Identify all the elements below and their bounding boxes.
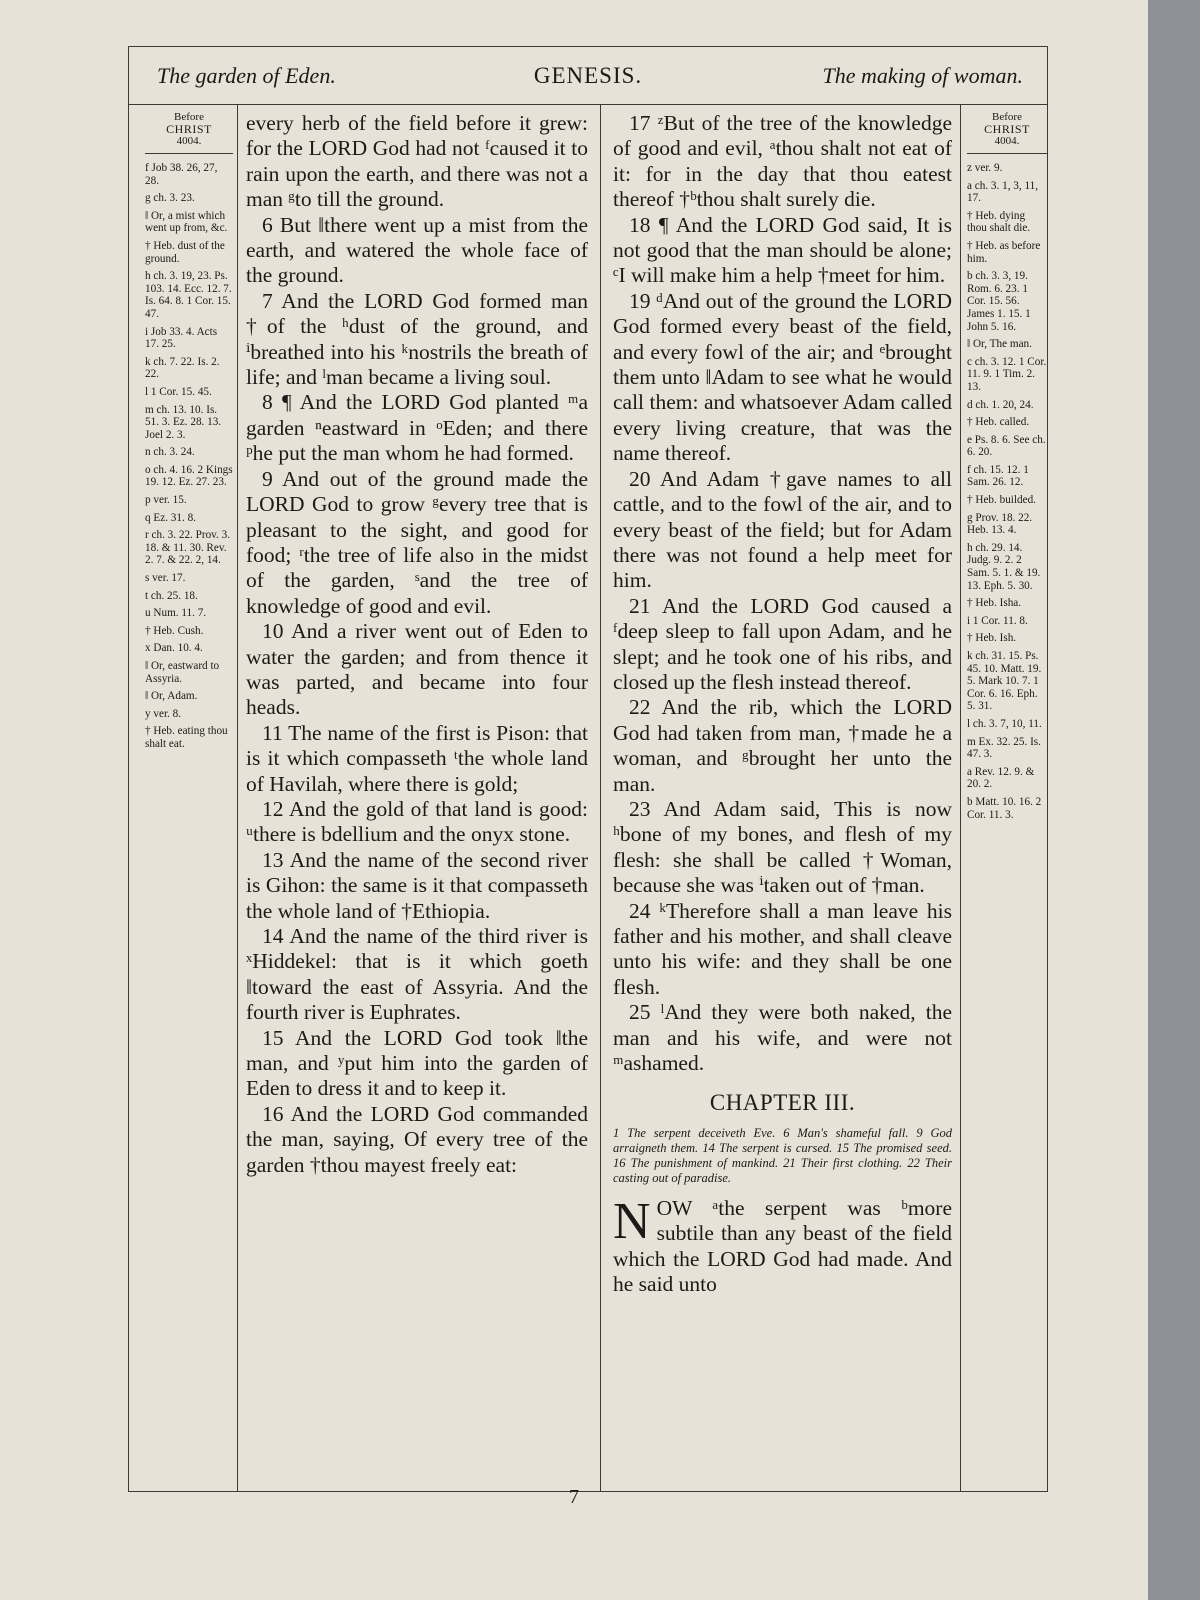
margin-note-list [145,162,233,751]
header-right: The making of woman. [822,63,1023,88]
margin-note: f ch. 15. 12. 1 Sam. 26. 12. [967,463,1029,489]
margin-note: b Matt. 10. 16. 2 Cor. 11. 3. [967,795,1042,821]
margin-note: † Heb. as before him. [967,239,1041,265]
margin-note: i 1 Cor. 11. 8. [967,614,1028,627]
date-box-right [967,111,1047,154]
page-number: 7 [569,1486,579,1508]
christ-label: CHRIST [984,122,1030,136]
margin-note: † Heb. Cush. [145,624,204,637]
book-title: GENESIS. [533,63,643,88]
left-margin-notes [129,105,237,1491]
margin-note: d ch. 1. 20, 24. [967,398,1034,411]
year-label: 4004. [176,135,202,147]
margin-note: a ch. 3. 1, 3, 11, 17. [967,179,1039,205]
opening-text: OW ᵃthe serpent was ᵇmore subtile than any beast of the field which the LORD God had made. And he said unto [613,1195,952,1297]
drop-cap: N [613,1192,651,1250]
margin-note: † Heb. called. [967,416,1030,429]
verse: 11 The name of the first is Pison: that is it which compasseth ᵗthe whole land of Havilah, where there is gold; [246,720,588,796]
margin-note: a Rev. 12. 9. & 20. 2. [967,765,1035,791]
verse: 19 ᵈAnd out of the ground the LORD God formed every beast of the field, and every fowl of the air; and ᵉbrought them unto ‖Adam to see what he would call them: and whatsoever Adam called every living creature, that was the name thereof. [613,288,952,466]
verse: 15 And the LORD God took ‖the man, and ʸput him into the garden of Eden to dress it and to keep it. [246,1025,588,1101]
margin-note: q Ez. 31. 8. [145,511,196,524]
margin-note: h ch. 29. 14. Judg. 9. 2. 2 Sam. 5. 1. & 19. 13. Eph. 5. 30. [967,541,1041,592]
margin-note: n ch. 3. 24. [145,446,195,459]
verse: 6 But ‖there went up a mist from the earth, and watered the whole face of the ground. [246,212,588,288]
margin-note: k ch. 31. 15. Ps. 45. 10. Matt. 19. 5. Mark 10. 7. 1 Cor. 6. 16. Eph. 5. 31. [967,650,1042,713]
margin-note: k ch. 7. 22. Is. 2. 22. [145,355,220,381]
margin-note: t ch. 25. 18. [145,589,198,602]
text-column-left [237,105,600,1491]
right-margin-notes [960,105,1049,1491]
chapter-summary: 1 The serpent deceiveth Eve. 6 Man's shameful fall. 9 God arraigneth them. 14 The serpent is cursed. 15 The promised seed. 16 The punishment of mankind. 21 Their first clothing. 22 Their casting out of paradise. [613,1125,952,1185]
verse: 25 ˡAnd they were both naked, the man and his wife, and were not ᵐashamed. [613,1000,952,1076]
margin-note: m ch. 13. 10. Is. 51. 3. Ez. 28. 13. Joel 2. 3. [145,403,222,441]
verse: 9 And out of the ground made the LORD God to grow ᵍevery tree that is pleasant to the sight, and good for food; ʳthe tree of life also in the midst of the garden, ˢand the tree of knowledge of good and evil. [246,466,588,618]
margin-note: † Heb. builded. [967,494,1036,507]
margin-note: p ver. 15. [145,494,187,507]
margin-note: z ver. 9. [967,162,1003,174]
page-frame [128,46,1048,1492]
year-label: 4004. [994,135,1020,147]
margin-note: g Prov. 18. 22. Heb. 13. 4. [967,511,1033,537]
verse: 14 And the name of the third river is ˣHiddekel: that is it which goeth ‖toward the east of Assyria. And the fourth river is Euphrates. [246,924,588,1025]
verse: every herb of the field before it grew: for the LORD God had not ᶠcaused it to rain upon the earth, and there was not a man ᵍto till the ground. [246,111,588,212]
christ-label: CHRIST [166,122,212,136]
verse: 10 And a river went out of Eden to water the garden; and from thence it was parted, and became into four heads. [246,619,588,720]
verse: 16 And the LORD God commanded the man, saying, Of every tree of the garden †thou mayest freely eat: [246,1101,588,1177]
margin-note: ‖ Or, a mist which went up from, &c. [145,209,228,235]
verse: 20 And Adam †gave names to all cattle, and to the fowl of the air, and to every beast of the field; but for Adam there was not found a help meet for him. [613,466,952,593]
margin-note: l ch. 3. 7, 10, 11. [967,717,1042,730]
margin-note: u Num. 11. 7. [145,607,207,620]
running-header [129,47,1047,105]
verse: 23 And Adam said, This is now ʰbone of my bones, and flesh of my flesh: she shall be called †Woman, because she was ⁱtaken out of †man. [613,796,952,898]
verse: 8 ¶ And the LORD God planted ᵐa garden ⁿeastward in ᵒEden; and there ᵖhe put the man whom he had formed. [246,390,588,466]
verse: 13 And the name of the second river is Gihon: the same is it that compasseth the whole land of †Ethiopia. [246,847,588,923]
margin-note-list [967,162,1047,821]
margin-note: h ch. 3. 19, 23. Ps. 103. 14. Ecc. 12. 7. Is. 64. 8. 1 Cor. 15. 47. [145,270,232,320]
header-left: The garden of Eden. [157,63,336,88]
verse: 17 ᶻBut of the tree of the knowledge of good and evil, ᵃthou shalt not eat of it: for in the day that thou eatest thereof †ᵇthou shalt surely die. [613,111,952,212]
margin-note: † Heb. eating thou shalt eat. [145,725,228,750]
chapter-heading: CHAPTER III. [709,1090,856,1116]
verse: 24 ᵏTherefore shall a man leave his father and his mother, and shall cleave unto his wife: and they shall be one flesh. [613,898,952,999]
margin-note: † Heb. Ish. [967,632,1017,645]
margin-note: i Job 33. 4. Acts 17. 25. [145,325,218,351]
verse: 12 And the gold of that land is good: ᵘthere is bdellium and the onyx stone. [246,796,588,847]
before-label: Before [992,111,1022,123]
margin-note: † Heb. dying thou shalt die. [967,209,1031,235]
margin-note: f Job 38. 26, 27, 28. [145,162,218,187]
margin-note: m Ex. 32. 25. Is. 47. 3. [967,735,1041,761]
margin-note: s ver. 17. [145,572,186,585]
verse: 7 And the LORD God formed man †of the ʰdust of the ground, and ⁱbreathed into his ᵏnostrils the breath of life; and ˡman became a living soul. [246,288,588,390]
verse: 22 And the rib, which the LORD God had taken from man, †made he a woman, and ᵍbrought her unto the man. [613,695,952,796]
before-label: Before [174,111,204,123]
margin-note: e Ps. 8. 6. See ch. 6. 20. [967,433,1046,459]
margin-note: ‖ Or, The man. [967,338,1032,351]
verse-list-left [246,111,588,1178]
margin-note: y ver. 8. [145,707,182,720]
verse: 18 ¶ And the LORD God said, It is not good that the man should be alone; ᶜI will make him a help †meet for him. [613,212,952,288]
margin-note: ‖ Or, eastward to Assyria. [145,660,220,685]
text-column-right [600,105,960,1491]
margin-note: c ch. 3. 12. 1 Cor. 11. 9. 1 Tim. 2. 13. [967,355,1047,393]
margin-note: r ch. 3. 22. Prov. 3. 18. & 11. 30. Rev. 2. 7. & 22. 2, 14. [145,529,231,567]
background-edge [1142,0,1200,1600]
verse-list-right [613,111,952,1076]
margin-note: o ch. 4. 16. 2 Kings 19. 12. Ez. 27. 23. [145,463,233,489]
date-box-left [145,111,233,154]
margin-note: ‖ Or, Adam. [145,690,198,703]
verse: 21 And the LORD God caused a ᶠdeep sleep to fall upon Adam, and he slept; and he took one of his ribs, and closed up the flesh instead thereof. [613,593,952,694]
margin-note: x Dan. 10. 4. [145,642,203,655]
margin-note: b ch. 3. 3, 19. Rom. 6. 23. 1 Cor. 15. 56. James 1. 15. 1 John 5. 16. [967,270,1031,333]
margin-note: l 1 Cor. 15. 45. [145,385,212,398]
margin-note: † Heb. Isha. [967,597,1022,610]
chapter-opening [613,1192,952,1298]
margin-note: † Heb. dust of the ground. [145,239,225,265]
margin-note: g ch. 3. 23. [145,192,195,205]
